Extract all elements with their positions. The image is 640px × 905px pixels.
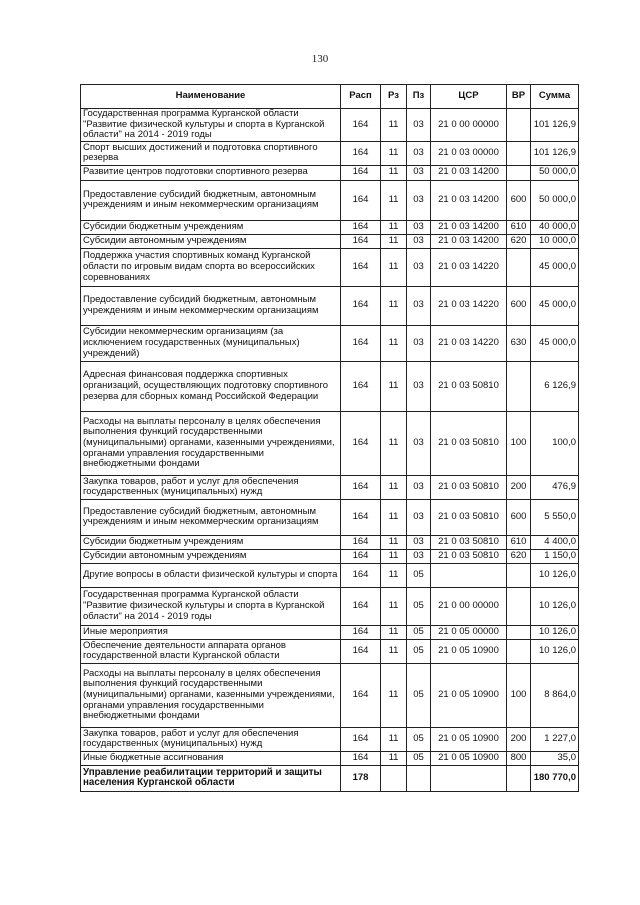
cell-csr: 21 0 03 00000 [431,141,507,165]
cell-name: Спорт высших достижений и подготовка спортивного резерва [81,141,341,165]
cell-name: Субсидии бюджетным учреждениям [81,535,341,549]
cell-csr: 21 0 05 10900 [431,727,507,751]
cell-csr: 21 0 03 50810 [431,411,507,475]
cell-rasp: 164 [341,663,381,727]
table-row [81,286,579,325]
cell-csr: 21 0 05 10900 [431,751,507,765]
header-name: Наименование [81,85,341,109]
cell-vr: 600 [507,286,531,325]
cell-name: Иные бюджетные ассигнования [81,751,341,765]
cell-sum: 10 126,0 [531,587,579,625]
cell-vr: 100 [507,663,531,727]
cell-rasp: 164 [341,165,381,180]
cell-sum: 100,0 [531,411,579,475]
cell-rz: 11 [381,109,407,142]
cell-rasp: 164 [341,180,381,220]
cell-vr: 610 [507,220,531,234]
cell-name: Субсидии бюджетным учреждениям [81,220,341,234]
cell-name: Обеспечение деятельности аппарата органов государственной власти Курганской области [81,639,341,663]
cell-sum: 45 000,0 [531,248,579,286]
cell-pz [407,765,431,791]
cell-pz: 05 [407,663,431,727]
cell-sum: 8 864,0 [531,663,579,727]
table-row [81,727,579,751]
cell-pz: 05 [407,639,431,663]
cell-name: Адресная финансовая поддержка спортивных организаций, осуществляющих подготовку спортивного резерва для сборных команд Российской Федерации [81,361,341,411]
cell-pz: 03 [407,180,431,220]
table-row [81,535,579,549]
cell-sum: 45 000,0 [531,286,579,325]
table-header-row [81,85,579,109]
table-row [81,234,579,248]
cell-name: Иные мероприятия [81,625,341,639]
table-row [81,165,579,180]
cell-pz: 03 [407,325,431,361]
table-row [81,248,579,286]
cell-name: Субсидии некоммерческим организациям (за исключением государственных (муниципальных) учреждений) [81,325,341,361]
cell-name: Субсидии автономным учреждениям [81,234,341,248]
cell-rz: 11 [381,325,407,361]
cell-name: Расходы на выплаты персоналу в целях обеспечения выполнения функций государственными (муниципальными) органами, казенными учреждениями, органами управления государственными внебюджетными фондами [81,411,341,475]
cell-rasp: 164 [341,727,381,751]
cell-csr: 21 0 03 50810 [431,535,507,549]
cell-rasp: 164 [341,639,381,663]
cell-pz: 03 [407,411,431,475]
cell-rz [381,765,407,791]
table-row [81,411,579,475]
cell-pz: 05 [407,727,431,751]
cell-vr: 620 [507,234,531,248]
cell-sum: 6 126,9 [531,361,579,411]
cell-pz: 03 [407,109,431,142]
cell-csr: 21 0 03 14200 [431,165,507,180]
cell-rz: 11 [381,563,407,587]
cell-sum: 1 150,0 [531,549,579,563]
cell-pz: 03 [407,475,431,499]
cell-rz: 11 [381,663,407,727]
cell-sum: 101 126,9 [531,109,579,142]
cell-csr: 21 0 03 14200 [431,180,507,220]
cell-rz: 11 [381,751,407,765]
table-row [81,549,579,563]
cell-vr [507,361,531,411]
cell-vr [507,109,531,142]
cell-csr: 21 0 03 50810 [431,549,507,563]
cell-csr: 21 0 00 00000 [431,587,507,625]
cell-csr: 21 0 03 50810 [431,499,507,535]
table-row [81,587,579,625]
cell-rasp: 164 [341,248,381,286]
cell-csr: 21 0 03 14220 [431,325,507,361]
table-total-row [81,765,579,791]
cell-rasp: 164 [341,563,381,587]
table-row [81,109,579,142]
cell-vr: 600 [507,180,531,220]
cell-rz: 11 [381,234,407,248]
cell-sum: 10 126,0 [531,625,579,639]
cell-sum: 45 000,0 [531,325,579,361]
cell-rasp: 164 [341,475,381,499]
cell-pz: 03 [407,286,431,325]
cell-name: Предоставление субсидий бюджетным, автономным учреждениям и иным некоммерческим организациям [81,286,341,325]
cell-vr: 630 [507,325,531,361]
cell-sum: 50 000,0 [531,165,579,180]
cell-vr [507,165,531,180]
cell-vr [507,587,531,625]
table-row [81,625,579,639]
cell-name: Закупка товаров, работ и услуг для обеспечения государственных (муниципальных) нужд [81,475,341,499]
cell-sum: 1 227,0 [531,727,579,751]
page-number: 130 [311,53,329,65]
cell-vr: 620 [507,549,531,563]
cell-pz: 05 [407,587,431,625]
cell-rasp: 164 [341,220,381,234]
cell-vr: 200 [507,727,531,751]
cell-pz: 03 [407,220,431,234]
cell-rasp: 164 [341,411,381,475]
cell-name: Государственная программа Курганской области "Развитие физической культуры и спорта в Курганской области" на 2014 - 2019 годы [81,587,341,625]
cell-rz: 11 [381,535,407,549]
cell-rasp: 164 [341,751,381,765]
cell-rz: 11 [381,639,407,663]
cell-sum: 476,9 [531,475,579,499]
cell-pz: 05 [407,751,431,765]
cell-rasp: 164 [341,499,381,535]
cell-pz: 03 [407,499,431,535]
header-vr: ВР [507,85,531,109]
cell-sum: 180 770,0 [531,765,579,791]
cell-rasp: 164 [341,535,381,549]
cell-name: Расходы на выплаты персоналу в целях обеспечения выполнения функций государственными (муниципальными) органами, казенными учреждениями, органами управления государственными внебюджетными фондами [81,663,341,727]
table-body [81,109,579,792]
cell-vr [507,563,531,587]
cell-pz: 03 [407,165,431,180]
table-row [81,751,579,765]
cell-sum: 40 000,0 [531,220,579,234]
cell-vr [507,248,531,286]
cell-csr: 21 0 03 14220 [431,248,507,286]
table-row [81,325,579,361]
cell-sum: 5 550,0 [531,499,579,535]
cell-vr [507,141,531,165]
cell-pz: 03 [407,361,431,411]
cell-vr: 200 [507,475,531,499]
header-rasp: Расп [341,85,381,109]
cell-sum: 50 000,0 [531,180,579,220]
cell-rz: 11 [381,286,407,325]
cell-rz: 11 [381,180,407,220]
cell-csr: 21 0 05 00000 [431,625,507,639]
cell-name: Управление реабилитации территорий и защиты населения Курганской области [81,765,341,791]
cell-name: Другие вопросы в области физической культуры и спорта [81,563,341,587]
cell-rz: 11 [381,361,407,411]
table-row [81,663,579,727]
cell-sum: 10 126,0 [531,563,579,587]
header-sum: Сумма [531,85,579,109]
cell-pz: 03 [407,549,431,563]
cell-pz: 03 [407,248,431,286]
cell-rz: 11 [381,625,407,639]
cell-name: Закупка товаров, работ и услуг для обеспечения государственных (муниципальных) нужд [81,727,341,751]
cell-pz: 03 [407,234,431,248]
cell-rasp: 164 [341,141,381,165]
table-row [81,220,579,234]
cell-pz: 03 [407,535,431,549]
cell-rasp: 164 [341,625,381,639]
cell-vr [507,765,531,791]
table-row [81,180,579,220]
cell-csr: 21 0 03 14200 [431,234,507,248]
cell-csr: 21 0 05 10900 [431,639,507,663]
header-pz: Пз [407,85,431,109]
table-row [81,141,579,165]
cell-csr: 21 0 00 00000 [431,109,507,142]
cell-rasp: 164 [341,325,381,361]
cell-csr: 21 0 05 10900 [431,663,507,727]
cell-rz: 11 [381,587,407,625]
cell-sum: 101 126,9 [531,141,579,165]
cell-pz: 03 [407,141,431,165]
budget-table [80,84,579,792]
cell-rz: 11 [381,411,407,475]
cell-name: Государственная программа Курганской области "Развитие физической культуры и спорта в Курганской области" на 2014 - 2019 годы [81,109,341,142]
cell-vr [507,639,531,663]
cell-rz: 11 [381,549,407,563]
cell-csr [431,563,507,587]
cell-vr [507,625,531,639]
cell-pz: 05 [407,625,431,639]
cell-rasp: 164 [341,234,381,248]
header-csr: ЦСР [431,85,507,109]
cell-vr: 800 [507,751,531,765]
cell-sum: 10 126,0 [531,639,579,663]
cell-rz: 11 [381,165,407,180]
table-row [81,499,579,535]
table-row [81,361,579,411]
cell-vr: 100 [507,411,531,475]
cell-csr: 21 0 03 50810 [431,475,507,499]
cell-name: Развитие центров подготовки спортивного резерва [81,165,341,180]
cell-rz: 11 [381,727,407,751]
cell-sum: 10 000,0 [531,234,579,248]
cell-rz: 11 [381,220,407,234]
cell-rz: 11 [381,499,407,535]
cell-rasp: 164 [341,286,381,325]
cell-vr: 600 [507,499,531,535]
cell-rasp: 164 [341,361,381,411]
cell-rasp: 164 [341,109,381,142]
cell-rz: 11 [381,248,407,286]
cell-name: Предоставление субсидий бюджетным, автономным учреждениям и иным некоммерческим организациям [81,499,341,535]
cell-rz: 11 [381,475,407,499]
cell-csr: 21 0 03 50810 [431,361,507,411]
cell-vr: 610 [507,535,531,549]
cell-sum: 35,0 [531,751,579,765]
table-row [81,475,579,499]
cell-rasp: 164 [341,549,381,563]
cell-name: Поддержка участия спортивных команд Курганской области по игровым видам спорта во всероссийских соревнованиях [81,248,341,286]
cell-pz: 05 [407,563,431,587]
cell-sum: 4 400,0 [531,535,579,549]
table-row [81,563,579,587]
table-row [81,639,579,663]
cell-csr [431,765,507,791]
cell-rasp: 178 [341,765,381,791]
cell-rasp: 164 [341,587,381,625]
cell-csr: 21 0 03 14220 [431,286,507,325]
header-rz: Рз [381,85,407,109]
cell-rz: 11 [381,141,407,165]
cell-csr: 21 0 03 14200 [431,220,507,234]
cell-name: Субсидии автономным учреждениям [81,549,341,563]
cell-name: Предоставление субсидий бюджетным, автономным учреждениям и иным некоммерческим организациям [81,180,341,220]
